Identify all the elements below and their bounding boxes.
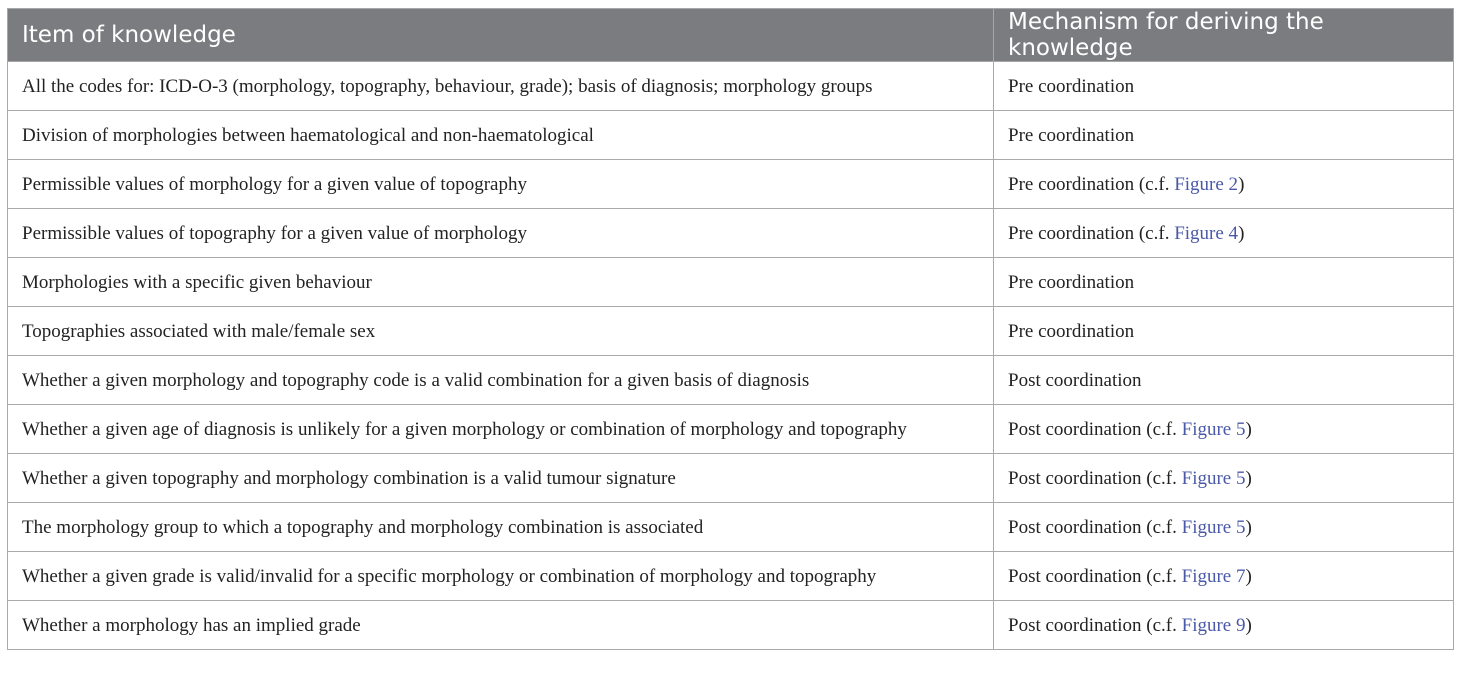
table-row: [8, 552, 1454, 601]
header-mechanism: Mechanism for deriving the knowledge: [994, 9, 1454, 62]
knowledge-table: [7, 8, 1454, 650]
item-cell: All the codes for: ICD-O-3 (morphology, topography, behaviour, grade); basis of diagnosis; morphology groups: [8, 62, 994, 111]
mechanism-cell: [994, 356, 1454, 405]
mechanism-cell: Post coordination (c.f. Figure 7): [994, 552, 1454, 601]
mechanism-text: Pre coordination: [1008, 125, 1135, 146]
mechanism-text: Post coordination: [1008, 566, 1142, 587]
mechanism-text: Post coordination: [1008, 517, 1142, 538]
item-cell: Whether a given age of diagnosis is unlikely for a given morphology or combination of morphology and topography: [8, 405, 994, 454]
item-cell: Whether a given morphology and topography code is a valid combination for a given basis of diagnosis: [8, 356, 994, 405]
figure-link[interactable]: Figure 2: [1174, 174, 1239, 195]
mechanism-cell: [994, 258, 1454, 307]
item-cell: Whether a morphology has an implied grade: [8, 601, 994, 650]
figure-link[interactable]: Figure 9: [1181, 615, 1246, 636]
item-cell: Permissible values of morphology for a given value of topography: [8, 160, 994, 209]
mechanism-cell: [994, 307, 1454, 356]
header-item-of-knowledge: Item of knowledge: [8, 9, 994, 62]
mechanism-cell: Post coordination (c.f. Figure 5): [994, 405, 1454, 454]
mechanism-text: Pre coordination: [1008, 76, 1135, 97]
mechanism-text: Pre coordination: [1008, 174, 1135, 195]
mechanism-text: Post coordination: [1008, 468, 1142, 489]
item-cell: Division of morphologies between haematological and non-haematological: [8, 111, 994, 160]
figure-link[interactable]: Figure 5: [1181, 517, 1246, 538]
mechanism-cell: Pre coordination (c.f. Figure 2): [994, 160, 1454, 209]
mechanism-text: Pre coordination: [1008, 272, 1135, 293]
mechanism-cell: [994, 111, 1454, 160]
table-row: [8, 160, 1454, 209]
mechanism-cell: [994, 62, 1454, 111]
item-cell: Whether a given grade is valid/invalid for a specific morphology or combination of morphology and topography: [8, 552, 994, 601]
mechanism-text: Post coordination: [1008, 615, 1142, 636]
table-header: [8, 9, 1454, 62]
table-row: [8, 454, 1454, 503]
table-row: [8, 601, 1454, 650]
item-cell: The morphology group to which a topography and morphology combination is associated: [8, 503, 994, 552]
table-body: [8, 62, 1454, 650]
table-row: [8, 307, 1454, 356]
mechanism-text: Pre coordination: [1008, 223, 1135, 244]
table-row: [8, 111, 1454, 160]
figure-link[interactable]: Figure 7: [1181, 566, 1246, 587]
item-cell: Topographies associated with male/female sex: [8, 307, 994, 356]
table-row: [8, 503, 1454, 552]
mechanism-cell: Post coordination (c.f. Figure 9): [994, 601, 1454, 650]
table-row: [8, 258, 1454, 307]
mechanism-cell: Pre coordination (c.f. Figure 4): [994, 209, 1454, 258]
table-row: [8, 405, 1454, 454]
mechanism-cell: Post coordination (c.f. Figure 5): [994, 454, 1454, 503]
figure-link[interactable]: Figure 5: [1181, 468, 1246, 489]
item-cell: Permissible values of topography for a given value of morphology: [8, 209, 994, 258]
knowledge-table-container: [7, 8, 1453, 650]
item-cell: Morphologies with a specific given behaviour: [8, 258, 994, 307]
mechanism-cell: Post coordination (c.f. Figure 5): [994, 503, 1454, 552]
item-cell: Whether a given topography and morphology combination is a valid tumour signature: [8, 454, 994, 503]
table-row: [8, 356, 1454, 405]
table-row: [8, 62, 1454, 111]
mechanism-text: Post coordination: [1008, 370, 1142, 391]
table-row: [8, 209, 1454, 258]
header-row: [8, 9, 1454, 62]
mechanism-text: Pre coordination: [1008, 321, 1135, 342]
mechanism-text: Post coordination: [1008, 419, 1142, 440]
figure-link[interactable]: Figure 5: [1181, 419, 1246, 440]
figure-link[interactable]: Figure 4: [1174, 223, 1239, 244]
